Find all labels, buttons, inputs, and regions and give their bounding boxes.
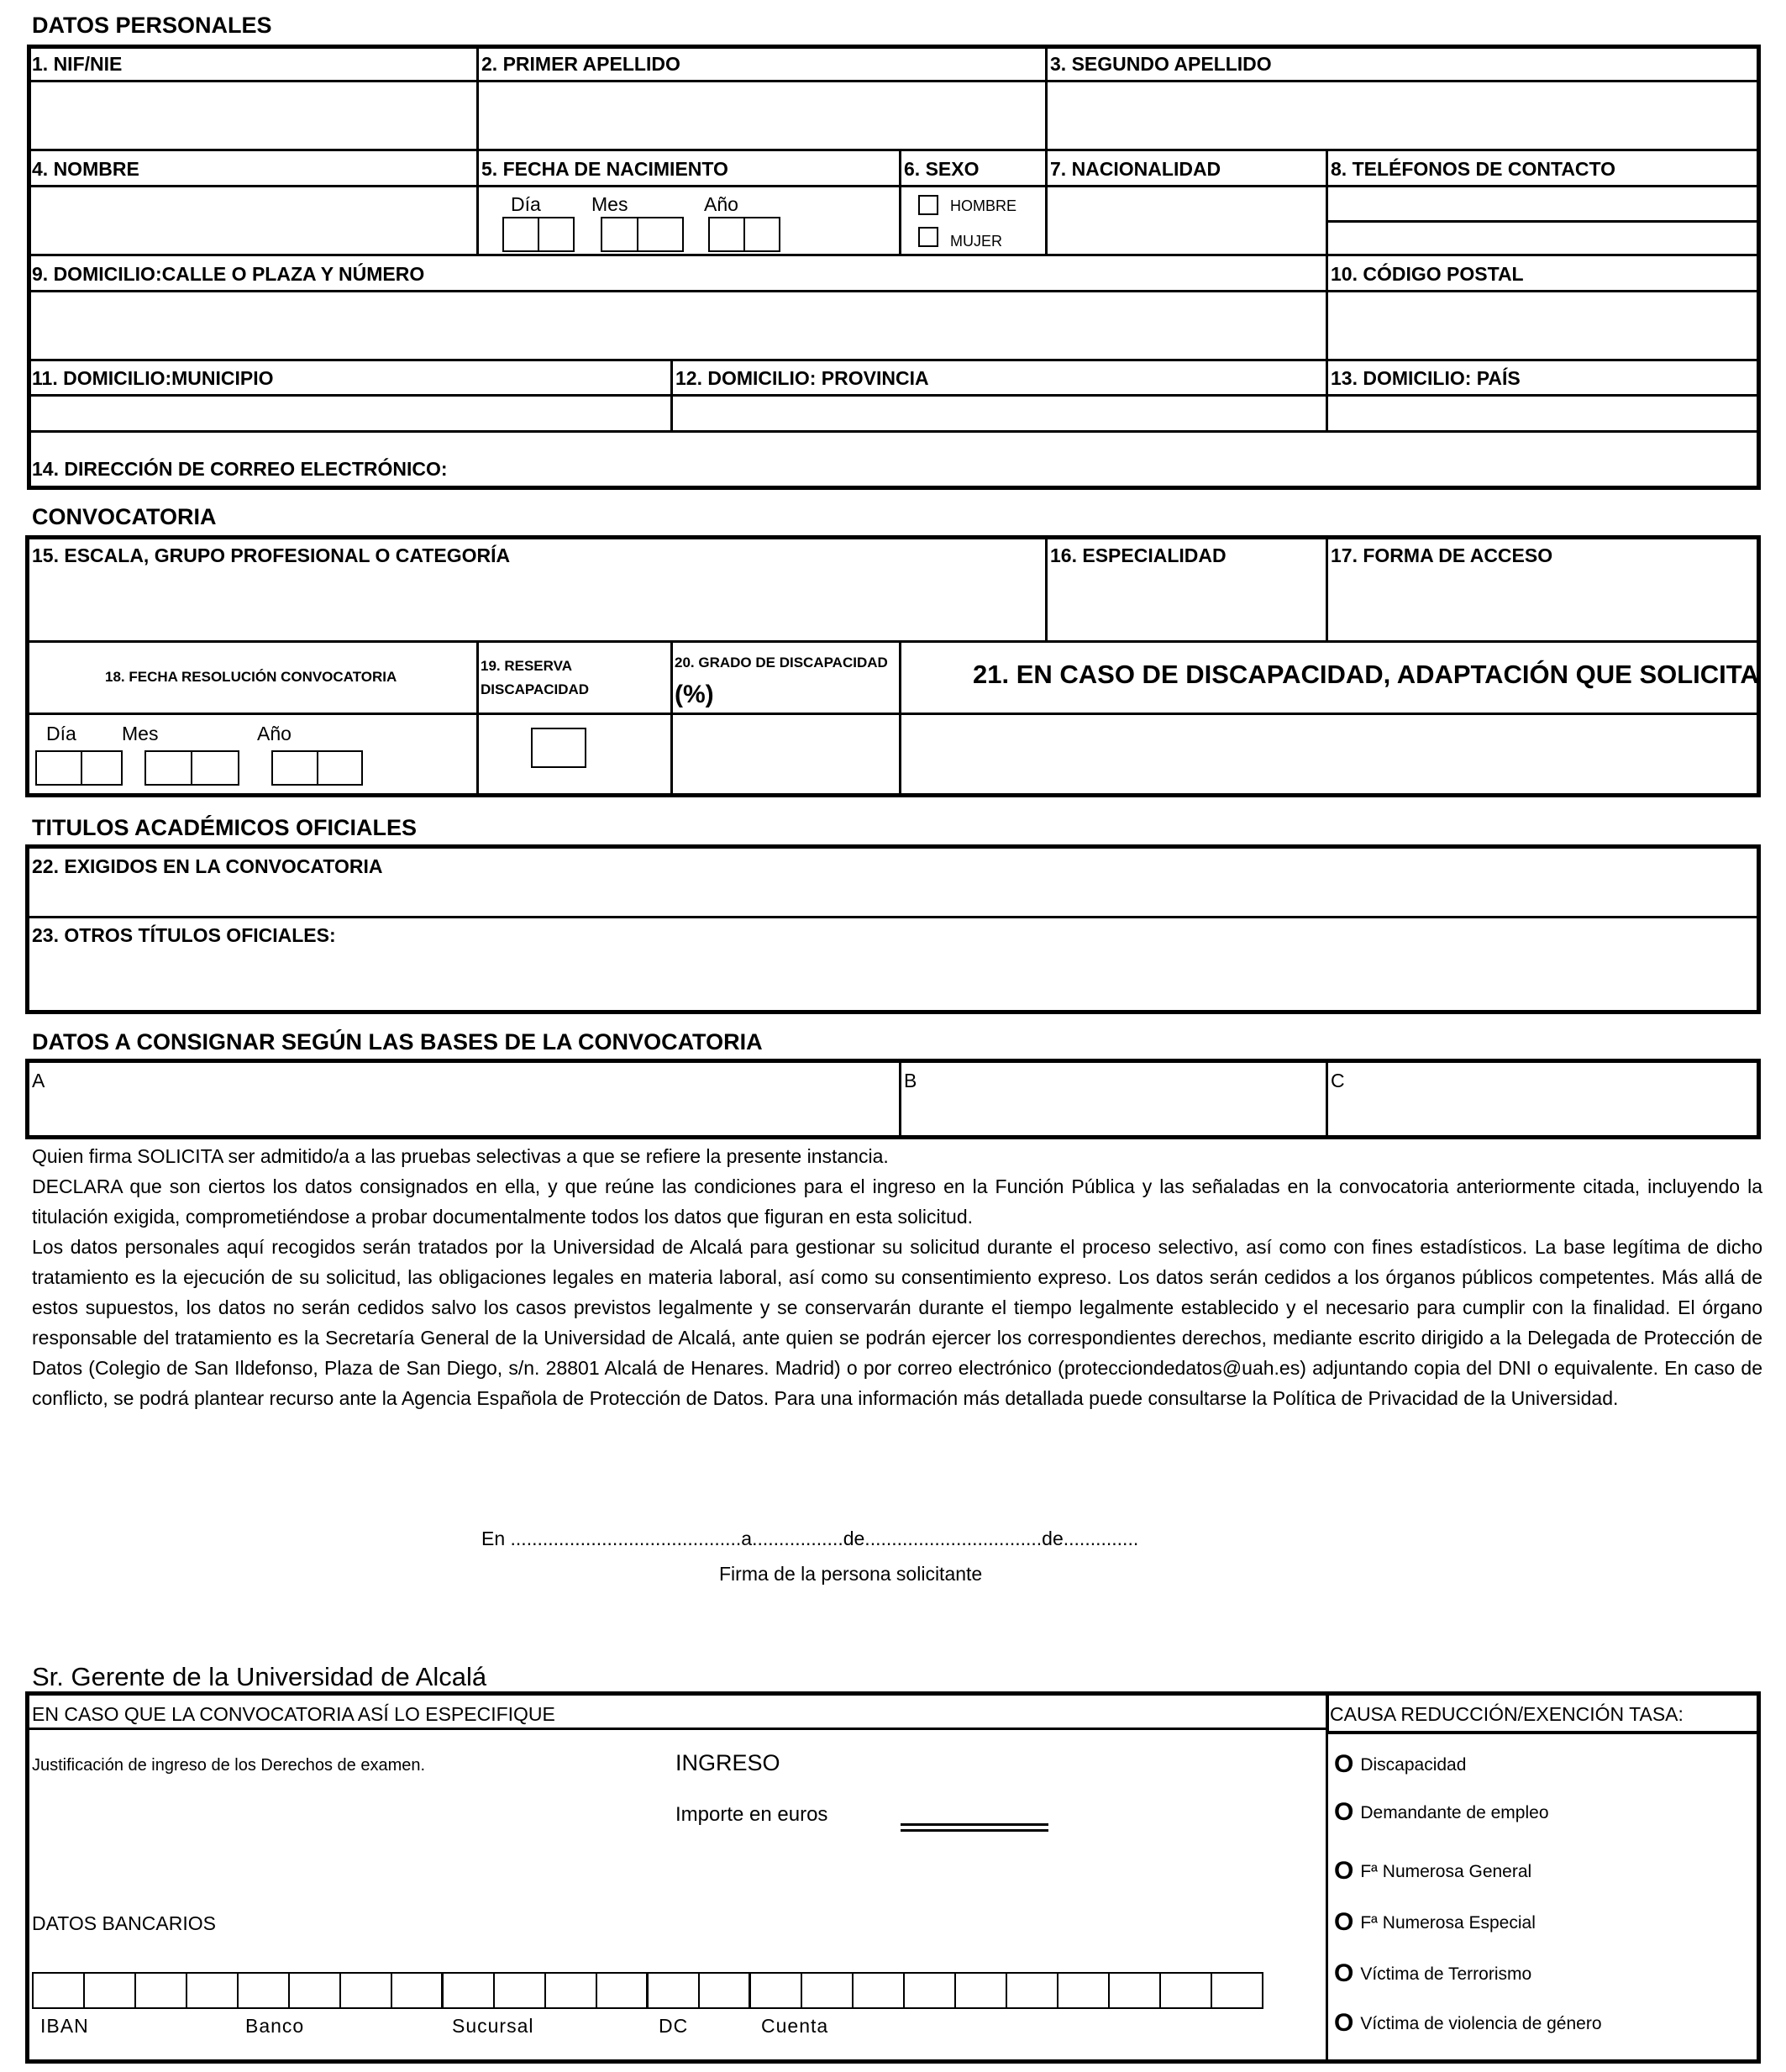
section-title-personal: DATOS PERSONALES [32,13,272,38]
account-cell-2[interactable] [801,1972,854,2009]
other-titles-input[interactable] [31,949,1757,1010]
degree-label: 20. GRADO DE DISCAPACIDAD [675,655,888,671]
degree-percent-label: (%) [675,681,714,708]
birth-month-label: Mes [591,193,628,215]
branch-cell-4[interactable] [596,1972,649,2009]
reduction-header: CAUSA REDUCCIÓN/EXENCIÓN TASA: [1330,1703,1684,1725]
nif-input[interactable] [31,82,475,148]
fees-header: EN CASO QUE LA CONVOCATORIA ASÍ LO ESPECIFIQUE [32,1703,555,1725]
scale-input[interactable] [31,573,1043,639]
dc-cell-1[interactable] [647,1972,700,2009]
reserve-label-2: DISCAPACIDAD [481,681,590,697]
country-input[interactable] [1328,397,1757,429]
privacy-paragraph: Los datos personales aquí recogidos serán tratados por la Universidad de Alcalá para gestionar su solicitud durante el proceso selectivo, así como con fines estadísticos. La base legítima de dicho tratamiento es la ejecución de su solicitud, las obligaciones legales en materia laboral, así como su consentimiento expreso. Los datos serán cedidos a los órganos públicos competentes. Más allá de estos supuestos, los datos no serán cedidos salvo los casos previstos legalmente y se conservarán durante el tiempo legalmente establecido y el necesario para cumplir con la finalidad. El órgano responsable del tratamiento es la Secretaría General de la Universidad de Alcalá, ante quien se podrán ejercer los correspondientes derechos, mediante escrito dirigido a la Delegada de Protección de Datos (Colegio de San Ildefonso, Plaza de San Diego, s/n. 28801 Alcalá de Henares. Madrid) o por correo electrónico (protecciondedatos@uah.es) adjuntando copia del DNI o equivalente. En caso de conflicto, se podrá plantear recurso ante la Agencia Española de Protección de Datos. Para una información más detallada puede consultarse la Política de Privacidad de la Universidad. [32,1236,1762,1409]
resolution-month-digit-1[interactable] [144,750,192,786]
reason-disability-option[interactable] [1334,1750,1466,1779]
amount-label: Importe en euros [675,1803,828,1826]
province-input[interactable] [673,397,1323,429]
radio-icon[interactable]: O [1334,1798,1354,1826]
field-c-label: C [1331,1070,1345,1091]
birth-date-label: 5. FECHA DE NACIMIENTO [481,158,728,180]
reason-label: Fª Numerosa Especial [1360,1913,1536,1933]
section-title-titles: TITULOS ACADÉMICOS OFICIALES [32,815,417,840]
reserve-label-1: 19. RESERVA [481,658,572,674]
account-cell-6[interactable] [1006,1972,1058,2009]
iban-label: IBAN [40,2015,89,2037]
iban-cell-3[interactable] [134,1972,187,2009]
field-c-input[interactable] [1353,1063,1757,1135]
reason-label: Víctima de Terrorismo [1360,1964,1532,1984]
account-cell-8[interactable] [1108,1972,1161,2009]
resolution-day-digit-1[interactable] [35,750,82,786]
adaptation-label: 21. EN CASO DE DISCAPACIDAD, ADAPTACIÓN QUE SOLICITA [973,660,1759,689]
first-surname-input[interactable] [479,82,1043,148]
radio-icon[interactable]: O [1334,1750,1354,1778]
address-input[interactable] [31,292,1323,358]
account-cell-9[interactable] [1159,1972,1212,2009]
resolution-day-digit-2[interactable] [81,750,123,786]
section-title-call: CONVOCATORIA [32,504,217,529]
resolution-month-label: Mes [122,723,159,744]
phone-2-input[interactable] [1328,223,1757,253]
sex-female-checkbox[interactable] [918,227,938,247]
bank-cell-2[interactable] [288,1972,341,2009]
account-label: Cuenta [761,2015,829,2037]
request-paragraph: Quien firma SOLICITA ser admitido/a a las pruebas selectivas a que se refiere la presente instancia. [32,1145,889,1167]
bank-cell-4[interactable] [391,1972,444,2009]
justification-label: Justificación de ingreso de los Derechos de examen. [32,1756,426,1775]
postal-code-input[interactable] [1328,292,1757,358]
resolution-month-digit-2[interactable] [191,750,239,786]
province-label: 12. DOMICILIO: PROVINCIA [675,367,929,389]
birth-month-digit-2[interactable] [637,217,684,252]
reason-large-family-general-option[interactable] [1334,1857,1531,1885]
bank-cell-3[interactable] [339,1972,392,2009]
resolution-year-digit-1[interactable] [271,750,318,786]
radio-icon[interactable]: O [1334,1959,1354,1987]
adaptation-input[interactable] [901,715,1757,794]
degree-input[interactable] [673,715,897,794]
reason-label: Víctima de violencia de género [1360,2014,1602,2033]
radio-icon[interactable]: O [1334,2009,1354,2037]
birth-year-digit-2[interactable] [743,217,780,252]
radio-icon[interactable]: O [1334,1857,1354,1885]
declaration-paragraph: DECLARA que son ciertos los datos consignados en ella, y que reúne las condiciones para el ingreso en la Función Pública y las señaladas en la convocatoria anteriormente citada, incluyendo la titulación exigida, comprometiéndose a probar documentalmente todos los datos que figuran en esta solicitud. [32,1175,1762,1228]
address-label: 9. DOMICILIO:CALLE O PLAZA Y NÚMERO [32,263,425,285]
phones-label: 8. TELÉFONOS DE CONTACTO [1331,158,1616,180]
iban-cell-2[interactable] [83,1972,136,2009]
scale-label: 15. ESCALA, GRUPO PROFESIONAL O CATEGORÍA [32,544,511,566]
field-b-label: B [904,1070,917,1091]
phone-1-input[interactable] [1328,187,1757,219]
account-cell-10[interactable] [1211,1972,1263,2009]
branch-label: Sucursal [452,2015,534,2037]
account-cell-3[interactable] [852,1972,905,2009]
name-input[interactable] [31,187,475,253]
reserve-disability-checkbox[interactable] [531,728,586,768]
field-a-input[interactable] [59,1063,895,1135]
account-cell-4[interactable] [903,1972,956,2009]
resolution-year-label: Año [257,723,292,744]
bank-data-label: DATOS BANCARIOS [32,1912,216,1934]
field-b-input[interactable] [924,1063,1323,1135]
reason-label: Fª Numerosa General [1360,1862,1532,1881]
other-titles-label: 23. OTROS TÍTULOS OFICIALES: [32,924,336,946]
nationality-label: 7. NACIONALIDAD [1050,158,1221,180]
resolution-day-label: Día [46,723,76,744]
resolution-year-digit-2[interactable] [317,750,363,786]
municipality-label: 11. DOMICILIO:MUNICIPIO [32,367,274,389]
second-surname-label: 3. SEGUNDO APELLIDO [1050,53,1272,75]
reason-gender-violence-victim-option[interactable] [1334,2009,1602,2038]
section-title-bases: DATOS A CONSIGNAR SEGÚN LAS BASES DE LA CONVOCATORIA [32,1029,763,1054]
birth-day-digit-2[interactable] [538,217,575,252]
municipality-input[interactable] [31,397,668,429]
reason-jobseeker-option[interactable] [1334,1798,1549,1827]
resolution-date-label: 18. FECHA RESOLUCIÓN CONVOCATORIA [105,669,397,685]
email-label: 14. DIRECCIÓN DE CORREO ELECTRÓNICO: [32,458,448,480]
reason-label: Discapacidad [1360,1755,1467,1775]
field-a-label: A [32,1070,45,1091]
first-surname-label: 2. PRIMER APELLIDO [481,53,680,75]
access-label: 17. FORMA DE ACCESO [1331,544,1553,566]
reason-terrorism-victim-option[interactable] [1334,1959,1531,1988]
account-cell-7[interactable] [1057,1972,1110,2009]
declaration-text [32,1141,1762,1413]
sex-female-label: MUJER [950,233,1002,250]
place-date-line: En ...........................................a.................de.................................de.............. [481,1528,1139,1549]
bank-label: Banco [245,2015,305,2037]
account-cell-5[interactable] [954,1972,1007,2009]
dc-label: DC [659,2015,689,2037]
required-titles-input[interactable] [31,881,1757,914]
dc-cell-2[interactable] [698,1972,751,2009]
iban-cell-4[interactable] [186,1972,239,2009]
radio-icon[interactable]: O [1334,1908,1354,1936]
ingreso-label: INGRESO [675,1750,780,1775]
sex-male-checkbox[interactable] [918,195,938,215]
required-titles-label: 22. EXIGIDOS EN LA CONVOCATORIA [32,855,383,877]
sex-label: 6. SEXO [904,158,980,180]
reason-large-family-special-option[interactable] [1334,1908,1536,1937]
addressee: Sr. Gerente de la Universidad de Alcalá [32,1662,487,1691]
name-label: 4. NOMBRE [32,158,139,180]
signature-caption: Firma de la persona solicitante [719,1563,983,1585]
bank-cell-1[interactable] [237,1972,290,2009]
nif-label: 1. NIF/NIE [32,53,123,75]
country-label: 13. DOMICILIO: PAÍS [1331,367,1521,389]
email-input[interactable] [437,433,1756,485]
birth-day-digit-1[interactable] [502,217,539,252]
access-input[interactable] [1328,573,1757,639]
amount-input[interactable] [901,1823,1048,1832]
specialty-input[interactable] [1048,573,1324,639]
branch-cell-1[interactable] [442,1972,495,2009]
birth-month-digit-1[interactable] [601,217,638,252]
iban-cell-1[interactable] [32,1972,85,2009]
branch-cell-2[interactable] [493,1972,546,2009]
branch-cell-3[interactable] [544,1972,597,2009]
postal-code-label: 10. CÓDIGO POSTAL [1331,263,1524,285]
nationality-input[interactable] [1048,187,1324,253]
birth-day-label: Día [511,193,541,215]
second-surname-input[interactable] [1048,82,1757,148]
reason-label: Demandante de empleo [1360,1803,1549,1822]
specialty-label: 16. ESPECIALIDAD [1050,544,1227,566]
account-cell-1[interactable] [749,1972,802,2009]
birth-year-label: Año [704,193,738,215]
birth-year-digit-1[interactable] [708,217,745,252]
sex-male-label: HOMBRE [950,197,1017,214]
